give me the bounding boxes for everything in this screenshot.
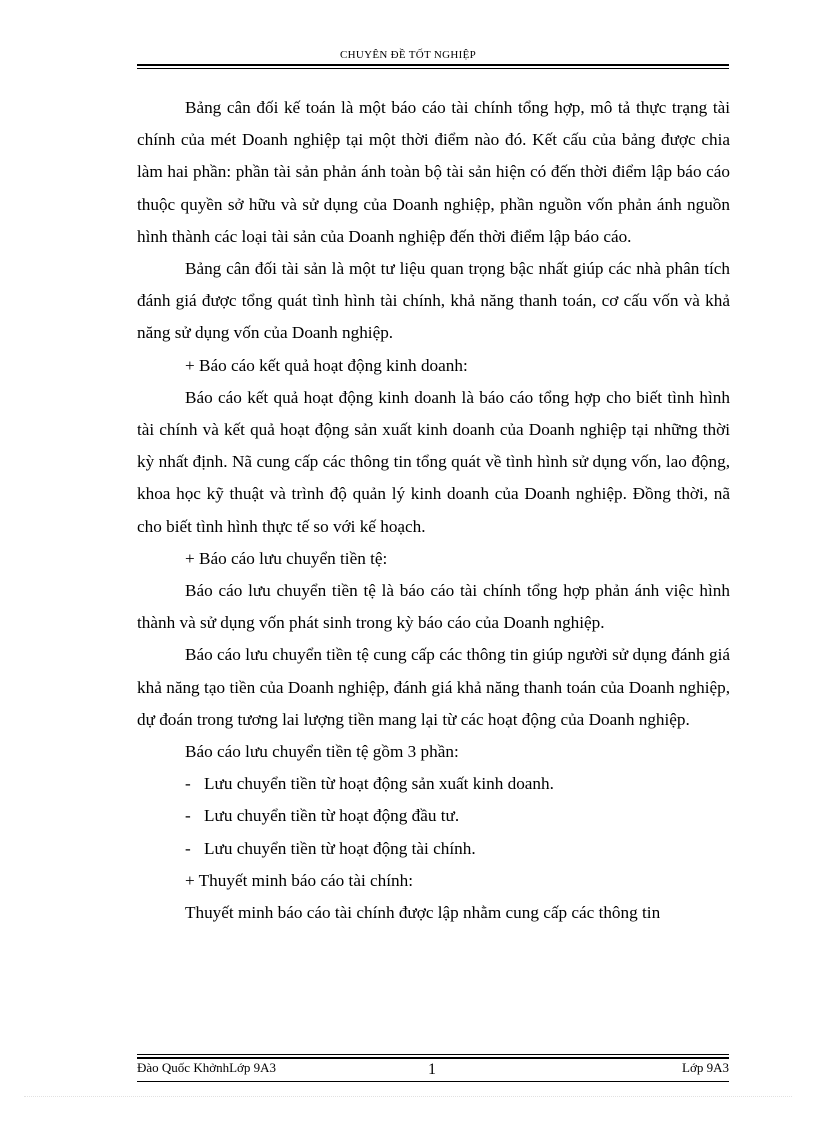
bullet-text: Lưu chuyển tiền từ hoạt động tài chính. [204, 838, 476, 858]
bullet-marker: - [185, 838, 191, 858]
section-heading: + Báo cáo lưu chuyển tiền tệ: [185, 548, 388, 568]
header-rule-thin [137, 68, 729, 69]
bullet-text: Lưu chuyển tiền từ hoạt động đầu tư. [204, 806, 460, 826]
document-body [137, 92, 730, 929]
paragraph: Bảng cân đối tài sản là một tư liệu quan trọng bậc nhất giúp các nhà phân tích đánh giá được tổng quát tình hình tài chính, khả năng thanh toán, cơ cấu vốn và khả năng sử dụng vốn của Doanh nghiệp. [137, 259, 730, 343]
section-heading: + Báo cáo kết quả hoạt động kinh doanh: [185, 355, 468, 375]
bullet-item [137, 768, 730, 800]
paragraph: Báo cáo kết quả hoạt động kinh doanh là báo cáo tổng hợp cho biết tình hình tài chính và kết quả hoạt động sản xuất kinh doanh của Doanh nghiệp tại những thời kỳ nhất định. Nã cung cấp các thông tin tổng quát về tình hình sử dụng vốn, lao động, khoa học kỹ thuật và trình độ quản lý kinh doanh của Doanh nghiệp. Đồng thời, nã cho biết tình hình thực tế so với kế hoạch. [137, 387, 730, 536]
footer-author: Đào Quốc KhởnhLớp 9A3 [137, 1060, 277, 1075]
paragraph: Thuyết minh báo cáo tài chính được lập nhằm cung cấp các thông tin [185, 903, 661, 923]
header-title: CHUYÊN ĐỀ TỐT NGHIỆP [339, 49, 477, 61]
footer-bottom-rule [137, 1081, 729, 1082]
paragraph: Bảng cân đối kế toán là một báo cáo tài chính tổng hợp, mô tả thực trạng tài chính của mét Doanh nghiệp tại một thời điểm nào đó. Kết cấu của bảng được chia làm hai phần: phần tài sản phản ánh toàn bộ tài sản hiện có đến thời điểm lập báo cáo thuộc quyền sở hữu và sử dụng của Doanh nghiệp, phần nguồn vốn phản ánh nguồn hình thành các loại tài sản của Doanh nghiệp đến thời điểm lập báo cáo. [137, 98, 730, 246]
section-heading: + Thuyết minh báo cáo tài chính: [185, 870, 413, 890]
page-number: 1 [428, 1061, 436, 1078]
paragraph: Báo cáo lưu chuyển tiền tệ gồm 3 phần: [185, 742, 459, 762]
footer-rule-thick [137, 1057, 729, 1059]
footer-rule-thin [137, 1054, 729, 1055]
bullet-item [137, 800, 730, 832]
footer-class: Lớp 9A3 [682, 1060, 729, 1075]
page-edge-divider [24, 1096, 792, 1097]
paragraph: Báo cáo lưu chuyển tiền tệ cung cấp các thông tin giúp người sử dụng đánh giá khả năng tạo tiền của Doanh nghiệp, đánh giá khả năng thanh toán của Doanh nghiệp, dự đoán trong tương lai lượng tiền mang lại từ các hoạt động của Doanh nghiệp. [137, 645, 730, 729]
paragraph: Báo cáo lưu chuyển tiền tệ là báo cáo tài chính tổng hợp phản ánh việc hình thành và sử dụng vốn phát sinh trong kỳ báo cáo của Doanh nghiệp. [137, 581, 730, 633]
header-rule-thick [137, 64, 729, 66]
bullet-item [137, 833, 730, 865]
bullet-marker: - [185, 806, 191, 826]
bullet-marker: - [185, 774, 191, 794]
bullet-text: Lưu chuyển tiền từ hoạt động sản xuất kinh doanh. [204, 774, 554, 794]
